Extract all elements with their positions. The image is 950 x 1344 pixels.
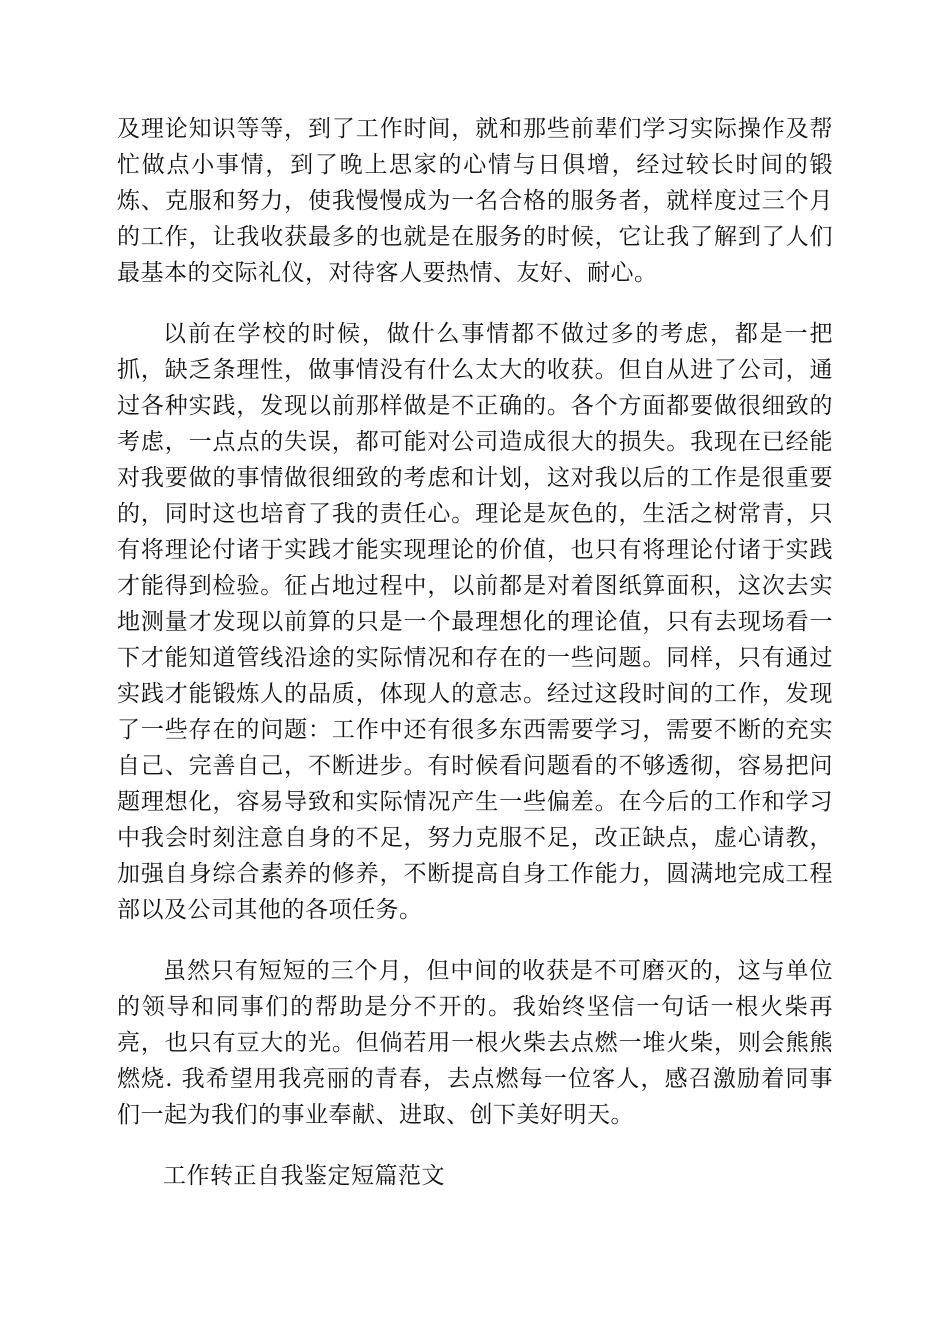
document-body [117, 111, 833, 1194]
paragraph-school-experience: 以前在学校的时候，做什么事情都不做过多的考虑，都是一把抓，缺乏条理性，做事情没有什么太大的收获。但自从进了公司，通过各种实践，发现以前那样做是不正确的。各个方面都要做很细致的考虑，一点点的失误，都可能对公司造成很大的损失。我现在已经能对我要做的事情做很细致的考虑和计划，这对我以后的工作是很重要的，同时这也培育了我的责任心。理论是灰色的，生活之树常青，只有将理论付诸于实践才能实现理论的价值，也只有将理论付诸于实践才能得到检验。征占地过程中，以前都是对着图纸算面积，这次去实地测量才发现以前算的只是一个最理想化的理论值，只有去现场看一下才能知道管线沿途的实际情况和存在的一些问题。同样，只有通过实践才能锻炼人的品质，体现人的意志。经过这段时间的工作，发现了一些存在的问题：工作中还有很多东西需要学习，需要不断的充实自己、完善自己，不断进步。有时候看问题看的不够透彻，容易把问题理想化，容易导致和实际情况产生一些偏差。在今后的工作和学习中我会时刻注意自身的不足，努力克服不足，改正缺点，虚心请教，加强自身综合素养的修养，不断提高自身工作能力，圆满地完成工程部以及公司其他的各项任务。 [117, 321, 833, 923]
paragraph-continued: 及理论知识等等，到了工作时间，就和那些前辈们学习实际操作及帮忙做点小事情，到了晚上思家的心情与日俱增，经过较长时间的锻炼、克服和努力，使我慢慢成为一名合格的服务者，就样度过三个月的工作，让我收获最多的也就是在服务的时候，它让我了解到了人们最基本的交际礼仪，对待客人要热情、友好、耐心。 [117, 116, 833, 286]
paragraph-three-months: 虽然只有短短的三个月，但中间的收获是不可磨灭的，这与单位的领导和同事们的帮助是分不开的。我始终坚信一句话一根火柴再亮，也只有豆大的光。但倘若用一根火柴去点燃一堆火柴，则会熊熊燃烧. 我希望用我亮丽的青春，去点燃每一位客人，感召激励着同事们一起为我们的事业奉献、进取、创下美好明天。 [117, 958, 833, 1128]
section-title-line: 工作转正自我鉴定短篇范文 [163, 1163, 445, 1189]
